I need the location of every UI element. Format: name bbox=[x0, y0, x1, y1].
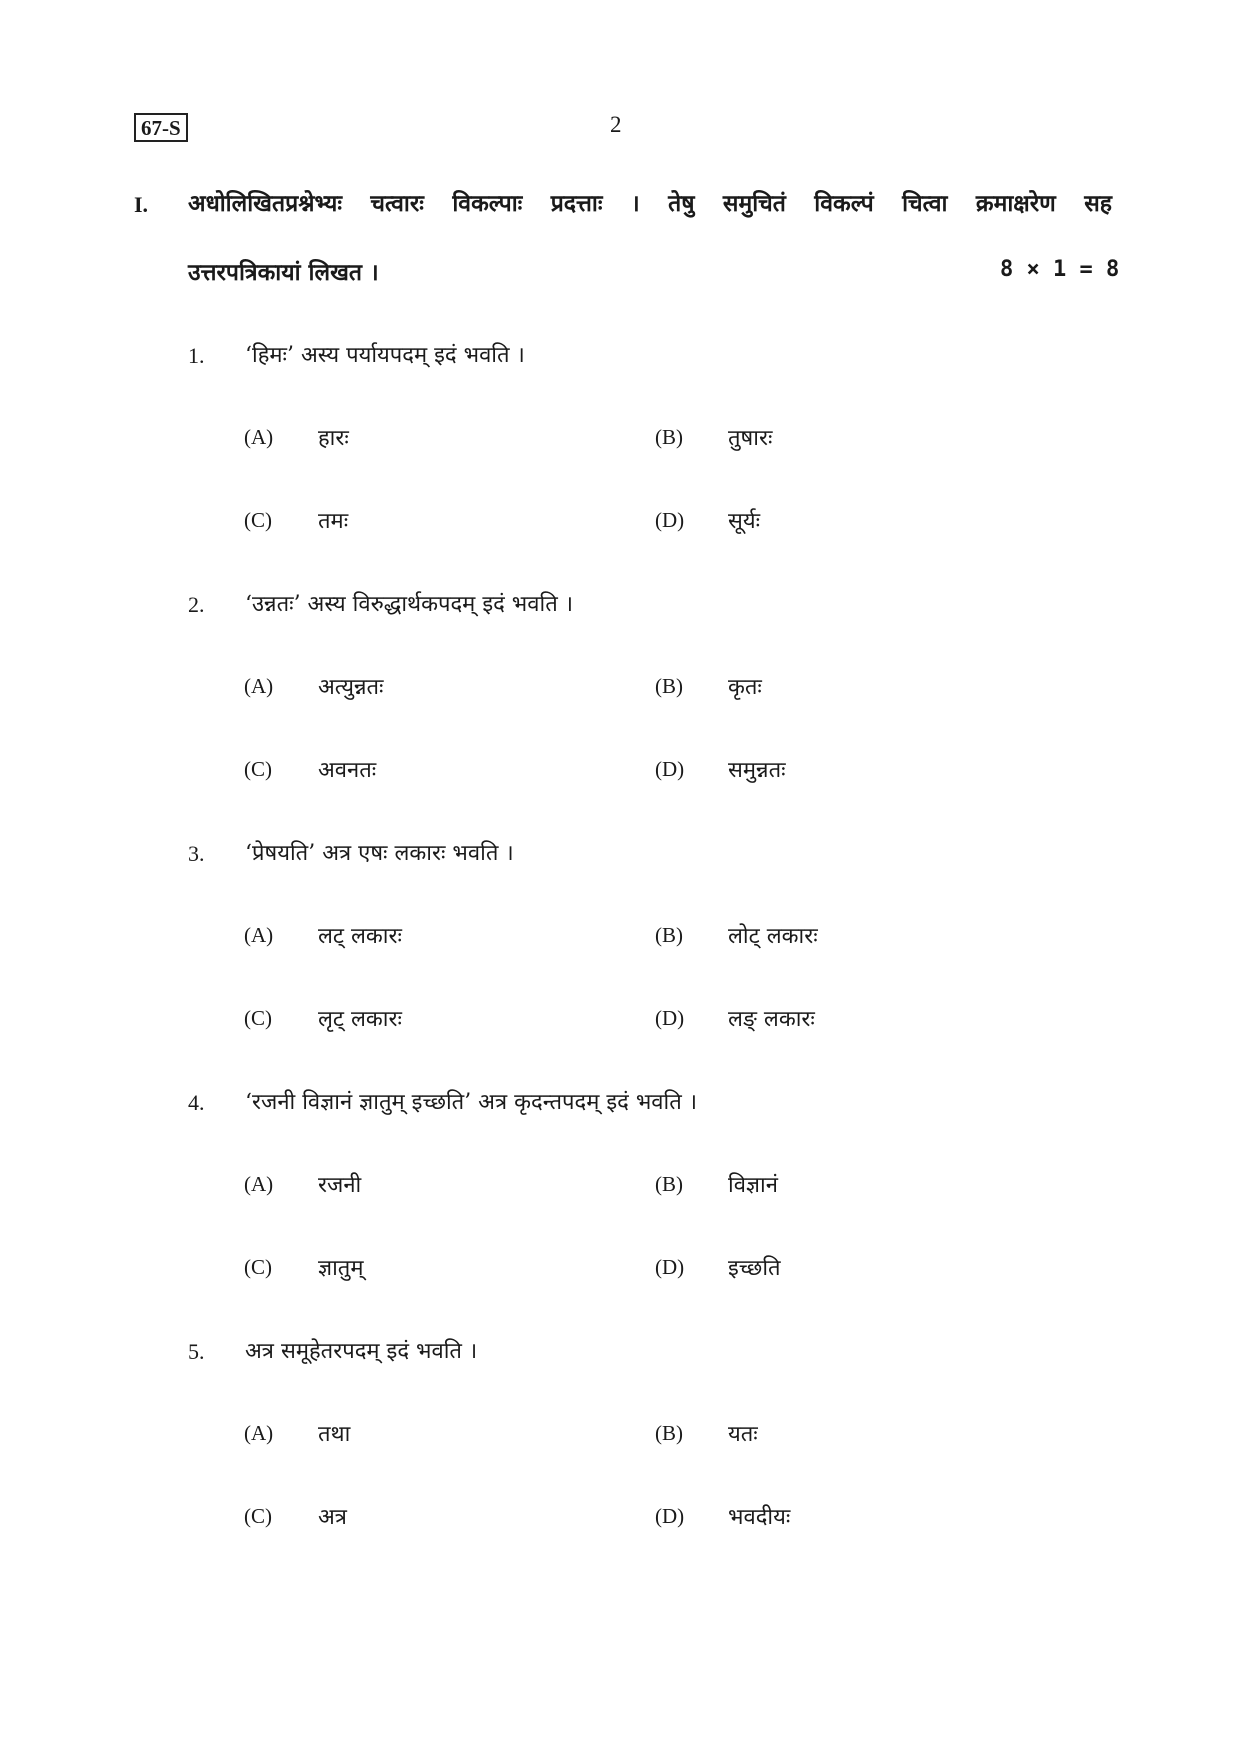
option-label: (A) bbox=[244, 1421, 274, 1445]
option-label: (C) bbox=[244, 508, 272, 532]
option-label: (A) bbox=[244, 674, 274, 698]
option-text: ज्ञातुम् bbox=[318, 1256, 364, 1281]
section-marks: 8 × 1 = 8 bbox=[1000, 257, 1120, 282]
option-label: (C) bbox=[244, 1255, 272, 1279]
question-number: 3. bbox=[188, 841, 205, 866]
option-label: (D) bbox=[655, 508, 685, 532]
question-number: 5. bbox=[188, 1339, 205, 1364]
option-label: (B) bbox=[655, 923, 683, 947]
page-number: 2 bbox=[610, 112, 622, 137]
option-label: (D) bbox=[655, 757, 685, 781]
option-label: (A) bbox=[244, 425, 274, 449]
section-instruction-line1: अधोलिखितप्रश्नेभ्यः चत्वारः विकल्पाः प्रदत्ताः । तेषु समुचितं विकल्पं चित्वा क्रमाक्षरेण सह bbox=[188, 190, 1112, 217]
option-label: (B) bbox=[655, 1421, 683, 1445]
option-text: अत्युन्नतः bbox=[318, 675, 384, 700]
question-text: ‘हिमः’ अस्य पर्यायपदम् इदं भवति । bbox=[245, 343, 525, 368]
option-label: (B) bbox=[655, 674, 683, 698]
option-text: लोट् लकारः bbox=[728, 924, 818, 949]
option-text: तुषारः bbox=[728, 426, 773, 451]
option-label: (B) bbox=[655, 1172, 683, 1196]
question-number: 2. bbox=[188, 592, 205, 617]
paper-code: 67-S bbox=[134, 113, 188, 142]
option-text: लट् लकारः bbox=[318, 924, 402, 949]
question-text: ‘रजनी विज्ञानं ज्ञातुम् इच्छति’ अत्र कृदन्तपदम् इदं भवति । bbox=[245, 1090, 698, 1115]
option-label: (A) bbox=[244, 923, 274, 947]
option-text: तमः bbox=[318, 509, 349, 534]
option-text: अत्र bbox=[318, 1505, 347, 1530]
question-number: 4. bbox=[188, 1090, 205, 1115]
option-text: रजनी bbox=[318, 1173, 362, 1198]
question-text: ‘उन्नतः’ अस्य विरुद्धार्थकपदम् इदं भवति । bbox=[245, 592, 574, 617]
question-text: अत्र समूहेतरपदम् इदं भवति । bbox=[245, 1339, 478, 1364]
option-text: सूर्यः bbox=[728, 509, 761, 534]
option-label: (C) bbox=[244, 757, 272, 781]
option-text: इच्छति bbox=[728, 1256, 781, 1281]
option-text: लङ् लकारः bbox=[728, 1007, 815, 1032]
option-text: लृट् लकारः bbox=[318, 1007, 402, 1032]
option-text: कृतः bbox=[728, 675, 762, 700]
question-number: 1. bbox=[188, 343, 205, 368]
option-text: अवनतः bbox=[318, 758, 377, 783]
option-label: (C) bbox=[244, 1006, 272, 1030]
option-text: तथा bbox=[318, 1422, 351, 1447]
option-label: (D) bbox=[655, 1504, 685, 1528]
option-label: (D) bbox=[655, 1255, 685, 1279]
option-label: (D) bbox=[655, 1006, 685, 1030]
question-text: ‘प्रेषयति’ अत्र एषः लकारः भवति । bbox=[245, 841, 514, 866]
section-number: I. bbox=[134, 192, 149, 217]
option-label: (B) bbox=[655, 425, 683, 449]
section-instruction-line2: उत्तरपत्रिकायां लिखत । bbox=[188, 259, 379, 286]
option-text: यतः bbox=[728, 1422, 758, 1447]
option-text: विज्ञानं bbox=[728, 1173, 778, 1198]
option-text: समुन्नतः bbox=[728, 758, 786, 783]
option-text: हारः bbox=[318, 426, 349, 451]
option-label: (C) bbox=[244, 1504, 272, 1528]
option-label: (A) bbox=[244, 1172, 274, 1196]
option-text: भवदीयः bbox=[728, 1505, 791, 1530]
